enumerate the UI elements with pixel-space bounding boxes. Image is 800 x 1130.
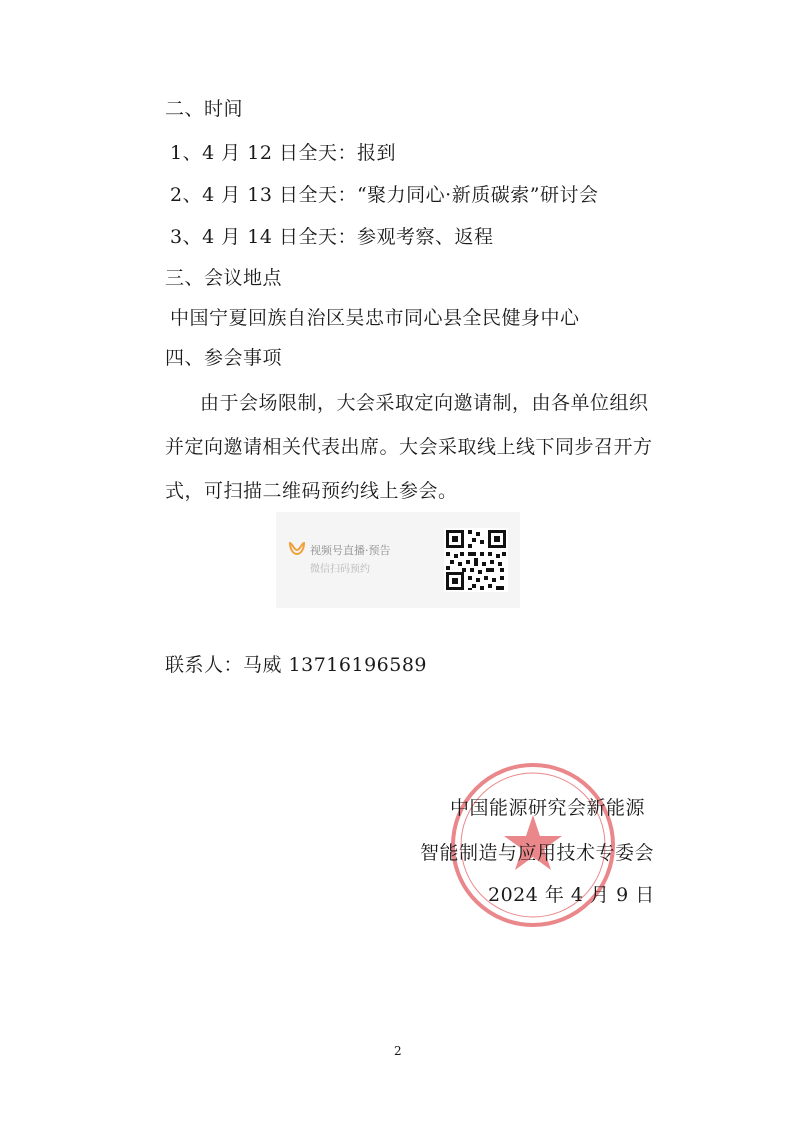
- time-item-2: 2、4 月 13 日全天：“聚力同心·新质碳索”研讨会: [170, 184, 599, 206]
- livestream-subtitle: 微信扫码预约: [310, 564, 370, 575]
- time-item-1: 1、4 月 12 日全天：报到: [170, 142, 396, 164]
- video-channel-icon: [289, 541, 305, 555]
- org-name-line-1: 中国能源研究会新能源: [450, 797, 646, 819]
- notes-line-1: 由于会场限制，大会采取定向邀请制，由各单位组织: [200, 392, 649, 414]
- notes-line-2: 并定向邀请相关代表出席。大会采取线上线下同步召开方: [165, 436, 653, 458]
- contact-line: 联系人：马威 13716196589: [165, 654, 428, 676]
- section-heading-notes: 四、参会事项: [165, 347, 283, 369]
- section-heading-time: 二、时间: [165, 98, 244, 120]
- page-number: 2: [394, 1044, 403, 1058]
- org-name-line-2: 智能制造与应用技术专委会: [420, 842, 655, 864]
- venue-text: 中国宁夏回族自治区吴忠市同心县全民健身中心: [170, 307, 580, 329]
- section-heading-venue: 三、会议地点: [165, 267, 283, 289]
- livestream-card[interactable]: [276, 512, 520, 608]
- signature-date: 2024 年 4 月 9 日: [488, 884, 655, 906]
- time-item-3: 3、4 月 14 日全天：参观考察、返程: [170, 226, 494, 248]
- livestream-title: 视频号直播·预告: [310, 544, 391, 557]
- notes-line-3: 式，可扫描二维码预约线上参会。: [165, 480, 458, 502]
- qr-code-icon[interactable]: [444, 528, 508, 592]
